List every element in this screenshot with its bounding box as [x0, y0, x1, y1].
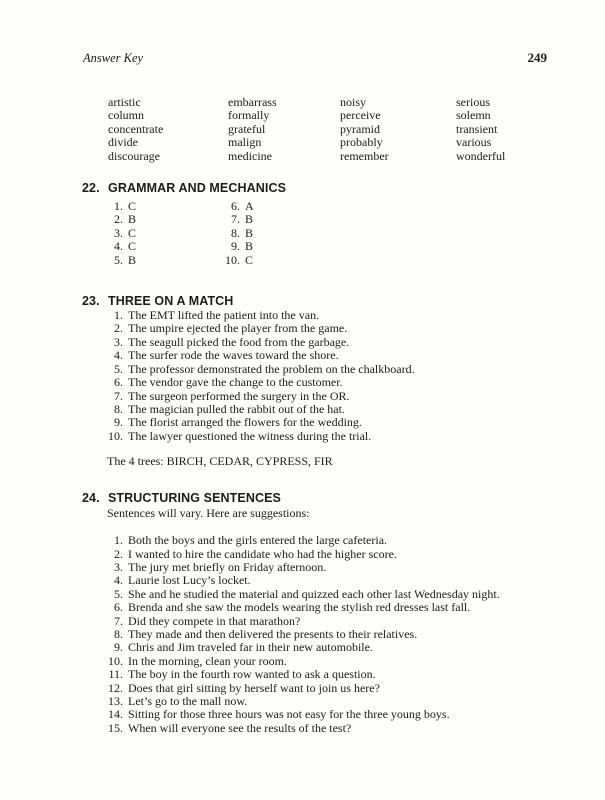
section-number: 22. [82, 181, 100, 196]
item-text: Let’s go to the mall now. [128, 694, 248, 708]
section-22 [0, 180, 605, 267]
item-number: 6. [114, 600, 123, 615]
item-number: 9. [114, 415, 123, 430]
item-number: 10. [108, 653, 123, 668]
answer-letter: C [245, 252, 254, 267]
section-heading [82, 490, 605, 506]
section-title: THREE ON A MATCH [108, 294, 234, 309]
item-number: 2. [114, 321, 123, 336]
section-24 [0, 490, 605, 735]
item-text: Did they compete in that marathon? [128, 613, 301, 628]
list-item [100, 349, 605, 362]
item-text: The umpire ejected the player from the game. [128, 321, 348, 336]
item-text: Chris and Jim traveled far in their new automobile. [128, 640, 373, 655]
list-item [100, 722, 605, 735]
answer-number: 7. [231, 212, 240, 227]
word: remember [340, 148, 389, 163]
answer-row [100, 240, 217, 253]
item-text: They made and then delivered the presents to their relatives. [128, 626, 418, 641]
section-23 [0, 293, 605, 468]
sentence-list [100, 309, 605, 443]
item-text: The EMT lifted the patient into the van. [128, 308, 320, 323]
answer-letter: B [245, 239, 254, 254]
word: grateful [228, 121, 266, 136]
item-text: The lawyer questioned the witness during the trial. [128, 428, 372, 443]
answer-row [217, 227, 254, 240]
item-number: 9. [114, 640, 123, 655]
list-item [100, 628, 605, 641]
item-number: 5. [114, 361, 123, 376]
list-item [100, 668, 605, 681]
list-item [100, 588, 605, 601]
list-item [100, 416, 605, 429]
sentence-list [100, 534, 605, 735]
word: malign [228, 135, 262, 150]
answer-number: 4. [114, 239, 123, 254]
answer-row [100, 213, 217, 226]
answer-number: 5. [114, 252, 123, 267]
word: concentrate [108, 121, 164, 136]
item-text: In the morning, clean your room. [128, 653, 287, 668]
item-text: The surfer rode the waves toward the shore. [128, 348, 339, 363]
list-item [100, 641, 605, 654]
item-text: The surgeon performed the surgery in the OR. [128, 388, 350, 403]
list-item [100, 655, 605, 668]
word-list-column [456, 96, 505, 163]
word: wonderful [456, 148, 506, 163]
item-number: 2. [114, 546, 123, 561]
item-number: 13. [108, 694, 123, 708]
item-text: Brenda and she saw the models wearing the stylish red dresses last fall. [128, 600, 471, 615]
answer-letter: C [128, 199, 137, 214]
item-text: The jury met briefly on Friday afternoon. [128, 559, 327, 574]
item-number: 4. [114, 348, 123, 363]
item-text: She and he studied the material and quizzed each other last Wednesday night. [128, 586, 500, 601]
list-item [100, 561, 605, 574]
list-item [100, 708, 605, 721]
answer-number: 2. [114, 212, 123, 227]
list-item [100, 548, 605, 561]
answer-letter: A [245, 199, 254, 214]
list-item [100, 309, 605, 322]
list-item [100, 430, 605, 443]
item-text: Sitting for those three hours was not easy for the three young boys. [128, 707, 450, 722]
item-number: 1. [114, 533, 123, 548]
answer-row [217, 240, 254, 253]
list-item [100, 615, 605, 628]
item-text: Does that girl sitting by herself want to join us here? [128, 680, 380, 695]
word: discourage [108, 148, 160, 163]
answer-number: 3. [114, 225, 123, 240]
answer-number: 1. [114, 199, 123, 214]
item-number: 14. [108, 707, 123, 722]
item-number: 7. [114, 613, 123, 628]
answer-letter: B [128, 252, 137, 267]
item-text: When will everyone see the results of the test? [128, 720, 352, 735]
list-item [100, 363, 605, 376]
item-number: 1. [114, 308, 123, 323]
word-list-column [228, 96, 340, 163]
answer-letter: B [128, 212, 137, 227]
word: embarrass [228, 95, 277, 109]
list-item [100, 390, 605, 403]
section-heading [82, 293, 605, 309]
item-number: 10. [108, 428, 123, 443]
item-number: 11. [108, 667, 123, 682]
list-item [100, 682, 605, 695]
answer-column [100, 200, 217, 267]
word: probably [340, 135, 383, 150]
answer-number: 6. [231, 199, 240, 214]
page-number: 249 [527, 50, 547, 65]
answer-row [217, 254, 254, 267]
list-item [100, 534, 605, 547]
answer-letter: B [245, 225, 254, 240]
list-item [100, 601, 605, 614]
list-item [100, 336, 605, 349]
word: various [456, 135, 492, 150]
item-number: 5. [114, 586, 123, 601]
item-number: 3. [114, 559, 123, 574]
item-text: The seagull picked the food from the garbage. [128, 334, 350, 349]
answer-row [217, 200, 254, 213]
answer-row [217, 213, 254, 226]
item-text: The professor demonstrated the problem on the chalkboard. [128, 361, 415, 376]
word-list-column [340, 96, 456, 163]
item-number: 8. [114, 401, 123, 416]
item-number: 8. [114, 626, 123, 641]
answer-letter: B [245, 212, 254, 227]
section-number: 24. [82, 491, 100, 506]
item-number: 6. [114, 375, 123, 390]
word: artistic [108, 95, 141, 109]
word: serious [456, 95, 490, 109]
word: column [108, 108, 144, 123]
item-text: Both the boys and the girls entered the large cafeteria. [128, 533, 388, 548]
list-item [100, 574, 605, 587]
item-number: 4. [114, 573, 123, 588]
item-number: 15. [108, 720, 123, 735]
running-head-title: Answer Key [83, 51, 144, 65]
section-number: 23. [82, 294, 100, 309]
item-text: I wanted to hire the candidate who had the higher score. [128, 546, 397, 561]
trees-note: The 4 trees: BIRCH, CEDAR, CYPRESS, FIR [107, 454, 333, 469]
word-list-column [108, 96, 228, 163]
word: perceive [340, 108, 381, 123]
word: pyramid [340, 121, 380, 136]
answer-number: 10. [225, 252, 240, 267]
item-text: The vendor gave the change to the customer. [128, 375, 343, 390]
section-title: STRUCTURING SENTENCES [108, 491, 281, 506]
answer-letter: C [128, 239, 137, 254]
answer-number: 9. [231, 239, 240, 254]
item-number: 3. [114, 334, 123, 349]
item-number: 12. [108, 680, 123, 695]
list-item [100, 376, 605, 389]
item-text: The boy in the fourth row wanted to ask a question. [128, 667, 376, 682]
answer-row [100, 227, 217, 240]
answer-number: 8. [231, 225, 240, 240]
answer-row [100, 200, 217, 213]
item-number: 7. [114, 388, 123, 403]
word: transient [456, 121, 498, 136]
section-title: GRAMMAR AND MECHANICS [108, 181, 287, 196]
word: noisy [340, 95, 367, 109]
item-text: The magician pulled the rabbit out of the hat. [128, 401, 345, 416]
answer-row [100, 254, 217, 267]
list-item [100, 695, 605, 708]
word: divide [108, 135, 138, 150]
answer-letter: C [128, 225, 137, 240]
intro-text: Sentences will vary. Here are suggestions: [107, 506, 310, 521]
item-text: The florist arranged the flowers for the wedding. [128, 415, 362, 430]
section-heading [82, 180, 605, 196]
page-header [83, 0, 547, 66]
word: formally [228, 108, 270, 123]
list-item [100, 322, 605, 335]
word: medicine [228, 148, 272, 163]
item-text: Laurie lost Lucy’s locket. [128, 573, 251, 588]
answer-column [217, 200, 254, 267]
word: solemn [456, 108, 491, 123]
word-list [108, 96, 605, 163]
answer-grid [100, 200, 605, 267]
list-item [100, 403, 605, 416]
